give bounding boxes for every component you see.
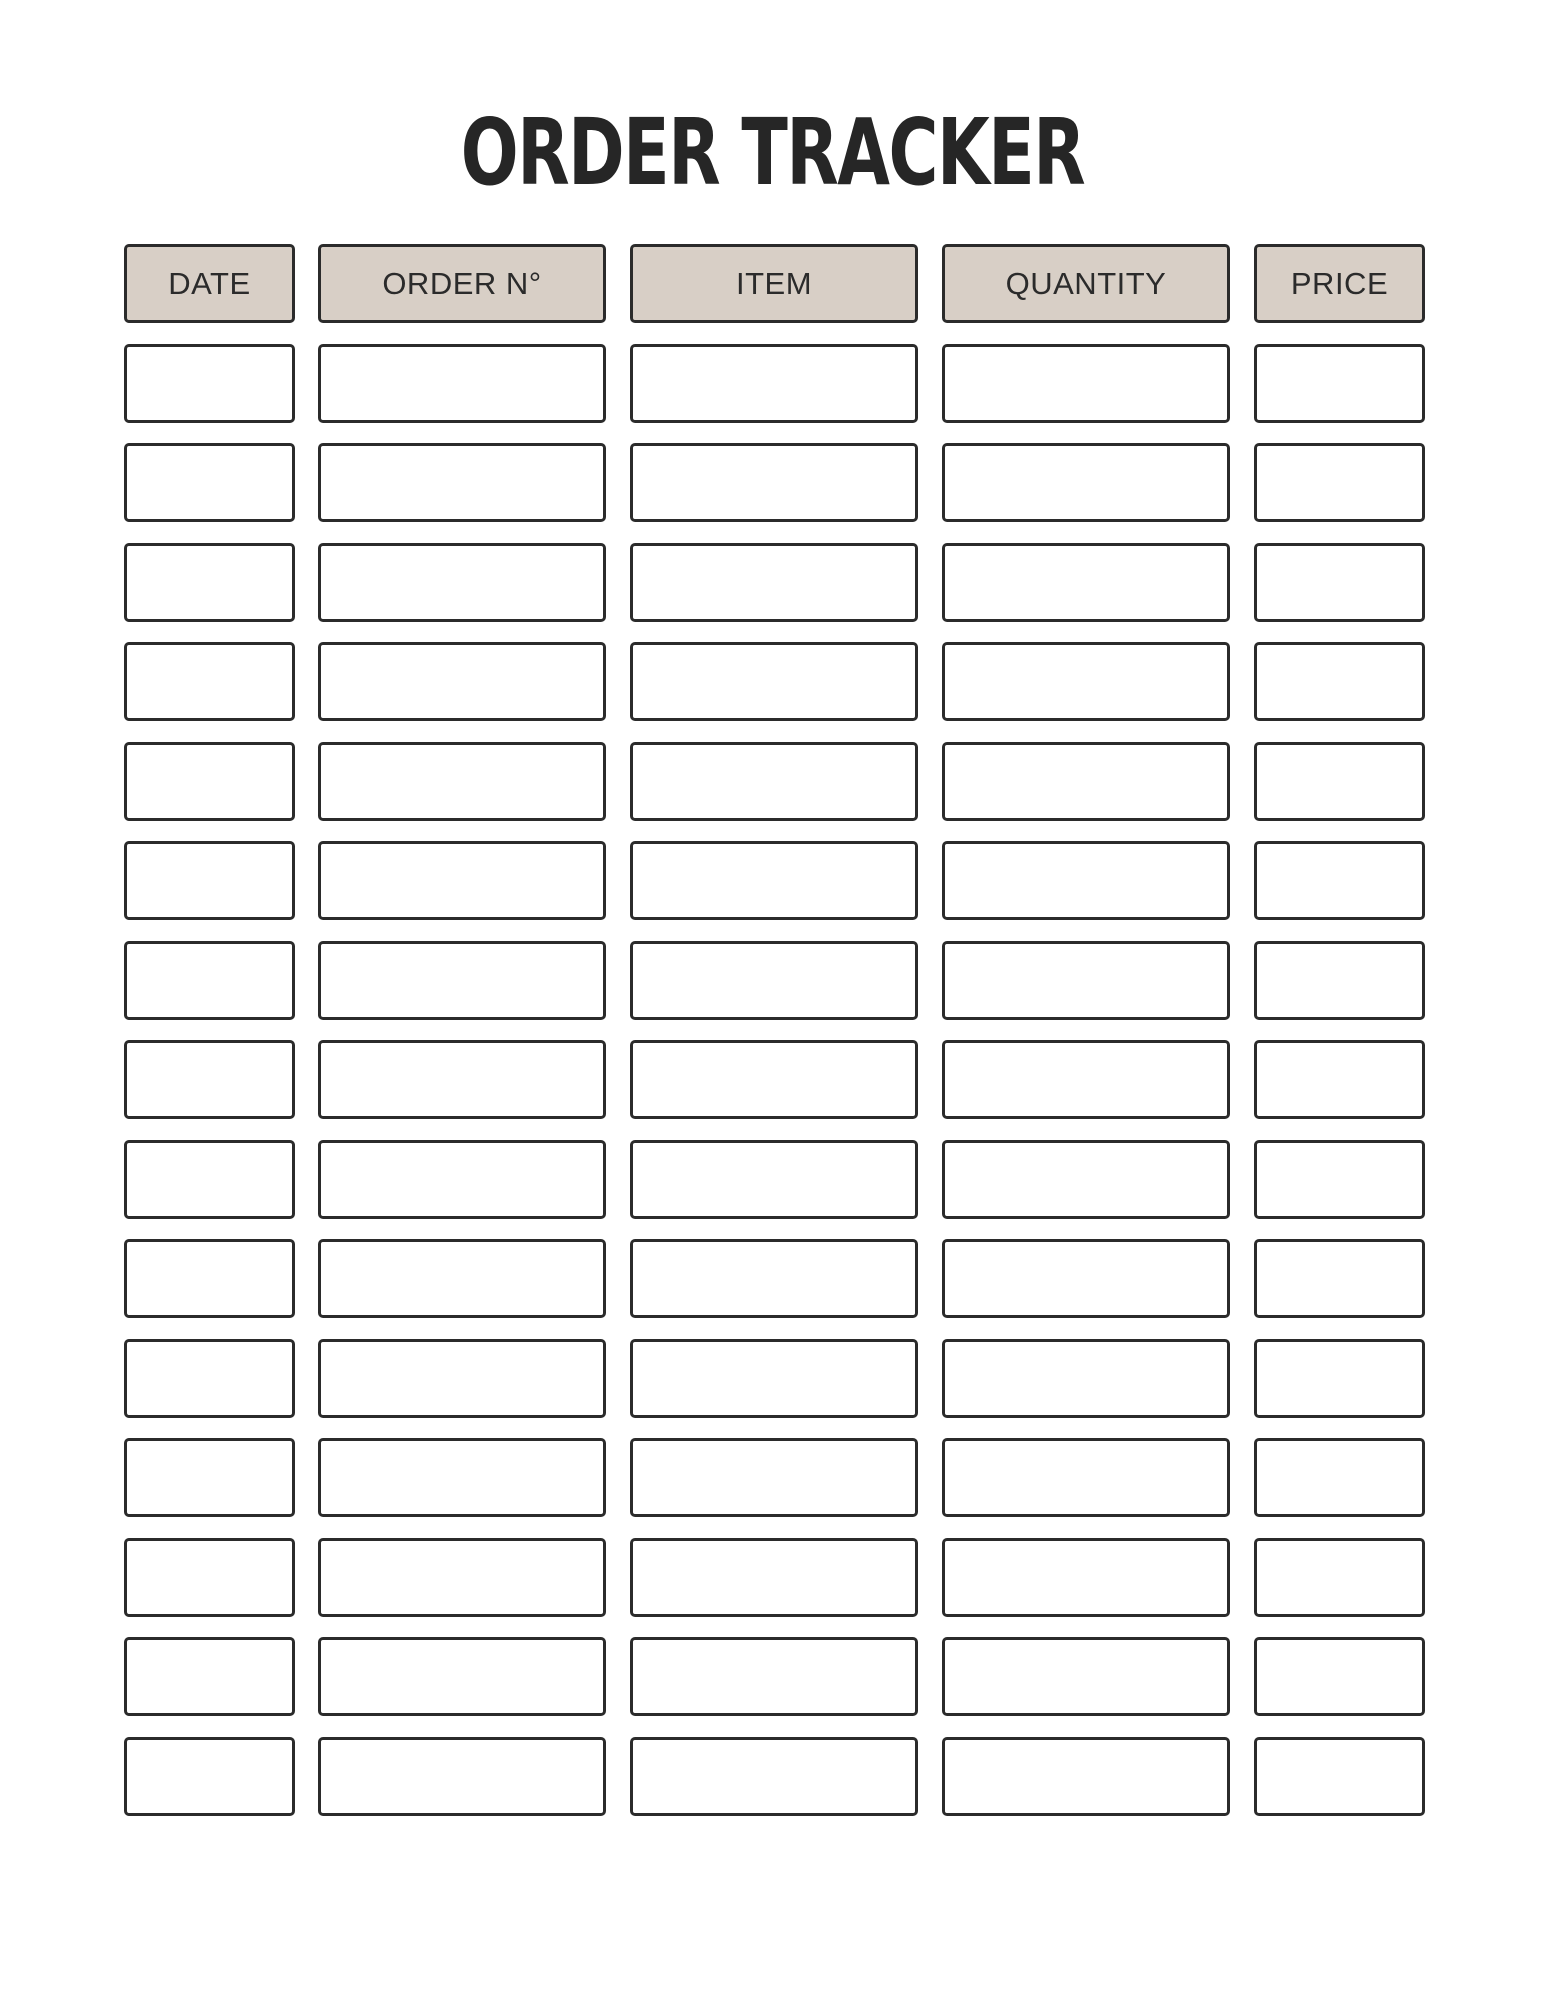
entry-field-item[interactable] [630,1737,918,1816]
entry-field-order-number[interactable] [318,742,606,821]
entry-field-order-number[interactable] [318,443,606,522]
entry-field-price[interactable] [1254,642,1425,721]
entry-field-item[interactable] [630,1637,918,1716]
entry-field-order-number[interactable] [318,642,606,721]
column-header-order-number: ORDER N° [318,244,606,323]
entry-field-price[interactable] [1254,1438,1425,1517]
entry-field-date[interactable] [124,344,295,423]
entry-field-date[interactable] [124,1538,295,1617]
entry-field-item[interactable] [630,642,918,721]
entry-field-item[interactable] [630,941,918,1020]
entry-field-quantity[interactable] [942,1140,1230,1219]
entry-field-quantity[interactable] [942,1538,1230,1617]
entry-field-quantity[interactable] [942,1737,1230,1816]
entry-field-price[interactable] [1254,1637,1425,1716]
entry-field-price[interactable] [1254,1538,1425,1617]
entry-field-order-number[interactable] [318,941,606,1020]
entry-field-order-number[interactable] [318,1339,606,1418]
entry-field-date[interactable] [124,443,295,522]
entry-field-price[interactable] [1254,1140,1425,1219]
column-header-date: DATE [124,244,295,323]
entry-field-item[interactable] [630,742,918,821]
column-header-item: ITEM [630,244,918,323]
entry-field-item[interactable] [630,1538,918,1617]
entry-field-price[interactable] [1254,841,1425,920]
entry-field-quantity[interactable] [942,941,1230,1020]
entry-field-date[interactable] [124,1737,295,1816]
column-header-price: PRICE [1254,244,1425,323]
entry-field-quantity[interactable] [942,344,1230,423]
entry-field-price[interactable] [1254,1239,1425,1318]
entry-field-quantity[interactable] [942,1239,1230,1318]
entry-field-price[interactable] [1254,1339,1425,1418]
entry-field-item[interactable] [630,1140,918,1219]
entry-field-date[interactable] [124,1438,295,1517]
entry-field-price[interactable] [1254,1040,1425,1119]
entry-field-order-number[interactable] [318,1538,606,1617]
entry-field-quantity[interactable] [942,543,1230,622]
entry-field-quantity[interactable] [942,1040,1230,1119]
column-header-quantity: QUANTITY [942,244,1230,323]
entry-field-date[interactable] [124,1637,295,1716]
entry-field-order-number[interactable] [318,841,606,920]
entry-field-order-number[interactable] [318,344,606,423]
entry-field-price[interactable] [1254,443,1425,522]
entry-field-order-number[interactable] [318,1438,606,1517]
entry-field-order-number[interactable] [318,543,606,622]
entry-field-price[interactable] [1254,742,1425,821]
entry-field-price[interactable] [1254,941,1425,1020]
entry-field-quantity[interactable] [942,841,1230,920]
entry-field-date[interactable] [124,941,295,1020]
entry-field-item[interactable] [630,1239,918,1318]
entry-field-date[interactable] [124,841,295,920]
entry-field-quantity[interactable] [942,1438,1230,1517]
entry-field-order-number[interactable] [318,1239,606,1318]
page-title: ORDER TRACKER [460,99,1085,206]
entry-field-order-number[interactable] [318,1040,606,1119]
entry-field-item[interactable] [630,1040,918,1119]
entry-field-date[interactable] [124,1140,295,1219]
entry-field-date[interactable] [124,543,295,622]
entry-field-quantity[interactable] [942,742,1230,821]
entry-field-date[interactable] [124,1040,295,1119]
entry-field-date[interactable] [124,742,295,821]
entry-field-quantity[interactable] [942,1637,1230,1716]
entry-field-item[interactable] [630,841,918,920]
entry-field-date[interactable] [124,1339,295,1418]
entry-field-order-number[interactable] [318,1637,606,1716]
entry-field-price[interactable] [1254,344,1425,423]
entry-field-price[interactable] [1254,543,1425,622]
entry-field-order-number[interactable] [318,1140,606,1219]
entry-field-date[interactable] [124,642,295,721]
entry-field-item[interactable] [630,1339,918,1418]
entry-field-date[interactable] [124,1239,295,1318]
entry-field-item[interactable] [630,344,918,423]
entry-field-quantity[interactable] [942,443,1230,522]
entry-field-quantity[interactable] [942,1339,1230,1418]
entry-field-order-number[interactable] [318,1737,606,1816]
entry-field-quantity[interactable] [942,642,1230,721]
entry-field-item[interactable] [630,543,918,622]
entry-field-item[interactable] [630,1438,918,1517]
entry-field-price[interactable] [1254,1737,1425,1816]
entry-field-item[interactable] [630,443,918,522]
